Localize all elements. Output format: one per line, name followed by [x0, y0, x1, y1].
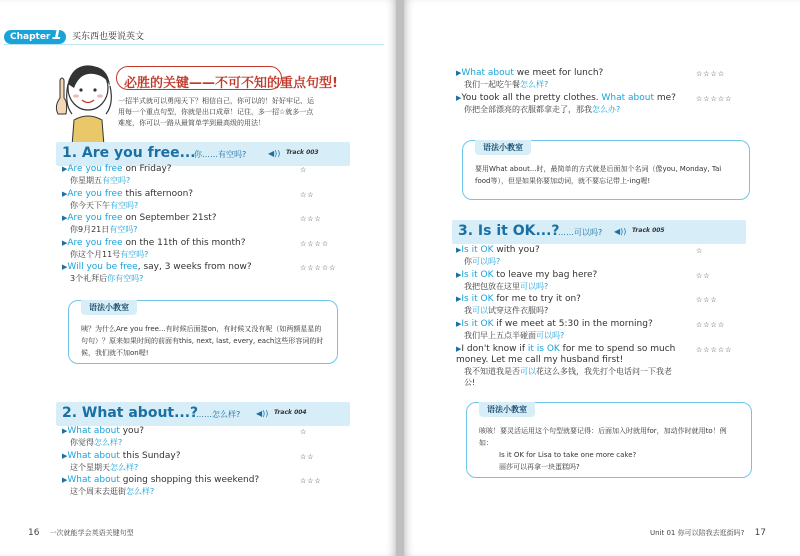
- phrase-translation: [70, 486, 298, 497]
- translation-prefix: 我不知道我是否: [464, 367, 520, 376]
- bullet-arrow-icon: ▶: [62, 427, 68, 435]
- translation-highlight: 有空吗?: [110, 201, 139, 210]
- phrase-item: [62, 164, 298, 186]
- translation-prefix: 你9月21日: [70, 225, 110, 234]
- translation-highlight: 可以吗?: [520, 282, 549, 291]
- translation-prefix: 你把全部漂亮的衣服都拿走了，那我: [464, 105, 592, 114]
- bullet-arrow-icon: ▶: [456, 295, 462, 303]
- bullet-arrow-icon: ▶: [62, 452, 68, 460]
- translation-highlight: 怎么办?: [592, 105, 621, 114]
- phrase-item: [456, 270, 682, 292]
- phrase-highlight: What about: [461, 68, 514, 78]
- phrase-item: [62, 238, 298, 260]
- phrase-translation: [464, 79, 682, 90]
- grammar-example-en: Is it OK for Lisa to take one more cake?: [499, 451, 637, 459]
- bullet-arrow-icon: ▶: [62, 190, 68, 198]
- translation-prefix: 我: [464, 306, 472, 315]
- bullet-arrow-icon: ▶: [62, 476, 68, 484]
- grammar-example-zh: 丽莎可以再拿一块蛋糕吗?: [499, 463, 580, 471]
- bullet-arrow-icon: ▶: [456, 271, 462, 279]
- phrase-translation: [464, 330, 682, 341]
- difficulty-stars: ☆☆☆☆☆: [696, 346, 733, 354]
- phrase-translation: [464, 104, 682, 115]
- footer-right: [650, 528, 766, 538]
- phrase-item: [62, 213, 298, 235]
- translation-highlight: 有空吗?: [109, 225, 138, 234]
- translation-highlight: 可以吗?: [536, 331, 565, 340]
- phrase-prefix: I don't know if: [461, 344, 528, 354]
- book-gutter: [396, 0, 404, 556]
- grammar-label: 语法小教室: [479, 402, 535, 417]
- section-3-header: [452, 220, 746, 244]
- difficulty-stars: ☆: [696, 247, 704, 255]
- grammar-box-3: [466, 402, 752, 478]
- translation-highlight: 你有空吗?: [107, 274, 144, 283]
- phrase-highlight: Will you be free: [67, 262, 138, 272]
- phrase-highlight: Is it OK: [461, 319, 494, 329]
- phrase-translation: [70, 175, 298, 186]
- phrase-translation: [70, 249, 298, 260]
- phrase-rest: this Sunday?: [119, 451, 181, 461]
- phrase-rest: going shopping this weekend?: [119, 475, 260, 485]
- section-1-header: [56, 142, 350, 166]
- phrase-item: [62, 262, 298, 284]
- phrase-highlight: What about: [67, 426, 120, 436]
- phrase-rest: , say, 3 weeks from now?: [137, 262, 252, 272]
- phrase-item: [456, 344, 682, 388]
- bullet-arrow-icon: ▶: [456, 345, 462, 353]
- girl-illustration: [50, 58, 120, 148]
- unit-title: Unit 01 你可以陪我去逛街吗?: [650, 529, 745, 537]
- phrase-item: [62, 189, 298, 211]
- phrase-highlight: What about: [67, 451, 120, 461]
- difficulty-stars: ☆☆: [300, 453, 315, 461]
- difficulty-stars: ☆☆: [300, 191, 315, 199]
- phrase-rest: me?: [654, 93, 676, 103]
- phrase-rest: on September 21st?: [122, 213, 217, 223]
- section-3-subtitle: ……可以吗?: [558, 228, 603, 237]
- phrase-highlight: What about: [601, 93, 655, 103]
- bullet-arrow-icon: ▶: [62, 165, 68, 173]
- grammar-text: 要用What about...时，最简单的方式就是后面加个名词（像you, Monday, Tai food等），但是如果你要加动词，就不要忘记带上-ing喔!: [475, 165, 722, 185]
- grammar-label: 语法小教室: [81, 300, 137, 315]
- bullet-arrow-icon: ▶: [456, 246, 462, 254]
- speaker-icon[interactable]: ◀)): [256, 409, 269, 418]
- phrase-item: [62, 451, 298, 473]
- difficulty-stars: ☆☆☆☆☆: [696, 95, 733, 103]
- translation-highlight: 怎么样?: [94, 438, 123, 447]
- section-2-subtitle: ……怎么样?: [196, 410, 241, 419]
- header-divider: [4, 44, 384, 45]
- translation-highlight: 有空吗?: [120, 250, 149, 259]
- phrase-rest: with you?: [493, 245, 540, 255]
- translation-highlight: 可以: [472, 306, 488, 315]
- phrase-translation: [464, 366, 682, 388]
- grammar-text: 咦？为什么Are you free...有时候后面接on，有时候又没有呢（如两额星星的句句）？原来如果时间的前面有this, next, last, every, each这些形容词的时候，我们就不加on喔!: [81, 325, 324, 357]
- phrase-translation: [70, 437, 298, 448]
- difficulty-stars: ☆☆☆: [300, 215, 322, 223]
- phrase-highlight: Are you free: [67, 213, 123, 223]
- phrase-highlight: Is it OK: [461, 294, 494, 304]
- left-page: [0, 0, 396, 556]
- phrase-item: [456, 93, 682, 115]
- bullet-arrow-icon: ▶: [62, 263, 68, 271]
- phrase-rest: to leave my bag here?: [493, 270, 598, 280]
- difficulty-stars: ☆☆☆☆☆: [300, 264, 337, 272]
- section-2-track: Track 004: [274, 409, 307, 416]
- difficulty-stars: ☆: [300, 166, 308, 174]
- difficulty-stars: ☆☆☆: [696, 296, 718, 304]
- phrase-rest: for me to try it on?: [493, 294, 581, 304]
- phrase-translation: [70, 200, 298, 211]
- translation-highlight: 可以: [520, 367, 536, 376]
- phrase-item: [456, 68, 682, 90]
- phrase-rest: we meet for lunch?: [513, 68, 604, 78]
- phrase-highlight: it is OK: [527, 344, 560, 354]
- phrase-translation: [464, 256, 682, 267]
- phrase-item: [62, 475, 298, 497]
- phrase-rest: on the 11th of this month?: [122, 238, 246, 248]
- bullet-arrow-icon: ▶: [456, 94, 462, 102]
- phrase-highlight: Is it OK: [461, 245, 494, 255]
- speaker-icon[interactable]: ◀)): [614, 227, 627, 236]
- phrase-translation: [70, 462, 298, 473]
- section-3-track: Track 005: [632, 227, 665, 234]
- phrase-rest: you?: [119, 426, 145, 436]
- translation-prefix: 这个周末去逛街: [70, 487, 126, 496]
- translation-prefix: 你觉得: [70, 438, 94, 447]
- difficulty-stars: ☆☆: [696, 272, 711, 280]
- right-page: [404, 0, 800, 556]
- phrase-item: [456, 294, 682, 316]
- phrase-highlight: Are you free: [67, 164, 123, 174]
- translation-suffix: 花这么多钱，我先打个电话问一下我老公!: [464, 367, 672, 387]
- grammar-box-2: [462, 140, 750, 200]
- phrase-rest: for me to spend so much money. Let me call my husband first!: [456, 344, 676, 365]
- phrase-item: [456, 319, 682, 341]
- translation-highlight: 怎么样?: [110, 463, 139, 472]
- translation-highlight: 可以吗?: [472, 257, 501, 266]
- difficulty-stars: ☆☆☆☆: [696, 321, 726, 329]
- translation-prefix: 你星期五: [70, 176, 102, 185]
- phrase-translation: [70, 224, 298, 235]
- difficulty-stars: ☆: [300, 428, 308, 436]
- phrase-rest: this afternoon?: [122, 189, 194, 199]
- section-1-subtitle: 你……有空吗?: [194, 150, 247, 159]
- translation-highlight: 怎么样?: [126, 487, 155, 496]
- translation-prefix: 这个星期天: [70, 463, 110, 472]
- page-number-left: 16: [28, 528, 40, 538]
- section-2-title: 2. What about...?: [62, 405, 199, 421]
- translation-prefix: 我们一起吃午餐: [464, 80, 520, 89]
- bullet-arrow-icon: ▶: [456, 320, 462, 328]
- intro-heading: 必胜的关键——不可不知的重点句型!: [124, 76, 338, 91]
- translation-highlight: 怎么样?: [520, 80, 549, 89]
- phrase-highlight: What about: [67, 475, 120, 485]
- translation-prefix: 你: [464, 257, 472, 266]
- chapter-badge: [4, 25, 66, 44]
- phrase-prefix: You took all the pretty clothes.: [461, 93, 602, 103]
- translation-prefix: 我把包放在这里: [464, 282, 520, 291]
- grammar-text-body: 咳咳！要灵活运用这个句型就要记得：后面加入时就用for，加动作时就用to！例如：: [479, 427, 727, 447]
- chapter-label: Chapter: [10, 32, 51, 42]
- section-1-track: Track 003: [286, 149, 319, 156]
- translation-prefix: 我们早上五点半碰面: [464, 331, 536, 340]
- phrase-rest: on Friday?: [122, 164, 172, 174]
- phrase-highlight: Is it OK: [461, 270, 494, 280]
- translation-prefix: 3个礼拜后: [70, 274, 108, 283]
- phrase-item: [456, 245, 682, 267]
- book-title: 一次就能学会英语关键句型: [49, 529, 134, 537]
- chapter-number: 1: [51, 25, 62, 43]
- bullet-arrow-icon: ▶: [62, 214, 68, 222]
- footer-left: [28, 528, 134, 538]
- section-2-header: [56, 402, 350, 426]
- bullet-arrow-icon: ▶: [456, 69, 462, 77]
- translation-prefix: 你这个月11号: [70, 250, 121, 259]
- phrase-translation: [464, 281, 682, 292]
- phrase-translation: [70, 273, 298, 284]
- translation-suffix: 试穿这件衣服吗?: [488, 306, 549, 315]
- page-number-right: 17: [754, 528, 767, 538]
- grammar-text: [479, 425, 739, 473]
- grammar-label: 语法小教室: [475, 140, 531, 155]
- speaker-icon[interactable]: ◀)): [268, 149, 281, 158]
- phrase-highlight: Are you free: [67, 238, 123, 248]
- phrase-highlight: Are you free: [67, 189, 123, 199]
- bullet-arrow-icon: ▶: [62, 239, 68, 247]
- section-3-title: 3. Is it OK...?: [458, 223, 560, 239]
- difficulty-stars: ☆☆☆: [300, 477, 322, 485]
- difficulty-stars: ☆☆☆☆: [696, 70, 726, 78]
- intro-text: 一招半式就可以勇闯天下？相信自己，你可以的！好好牢记、运用每一个重点句型，你就是出口成章！记住，多一招☆就多一点难度，你可以一路从最简单学到最高级的用法！: [118, 97, 314, 127]
- difficulty-stars: ☆☆☆☆: [300, 240, 330, 248]
- section-1-title: 1. Are you free...: [62, 145, 196, 161]
- grammar-box-1: [68, 300, 338, 364]
- phrase-translation: [464, 305, 682, 316]
- translation-prefix: 你今天下午: [70, 201, 110, 210]
- translation-highlight: 有空吗?: [102, 176, 131, 185]
- phrase-rest: if we meet at 5:30 in the morning?: [493, 319, 653, 329]
- phrase-item: [62, 426, 298, 448]
- chapter-title: 买东西也要说英文: [72, 32, 145, 42]
